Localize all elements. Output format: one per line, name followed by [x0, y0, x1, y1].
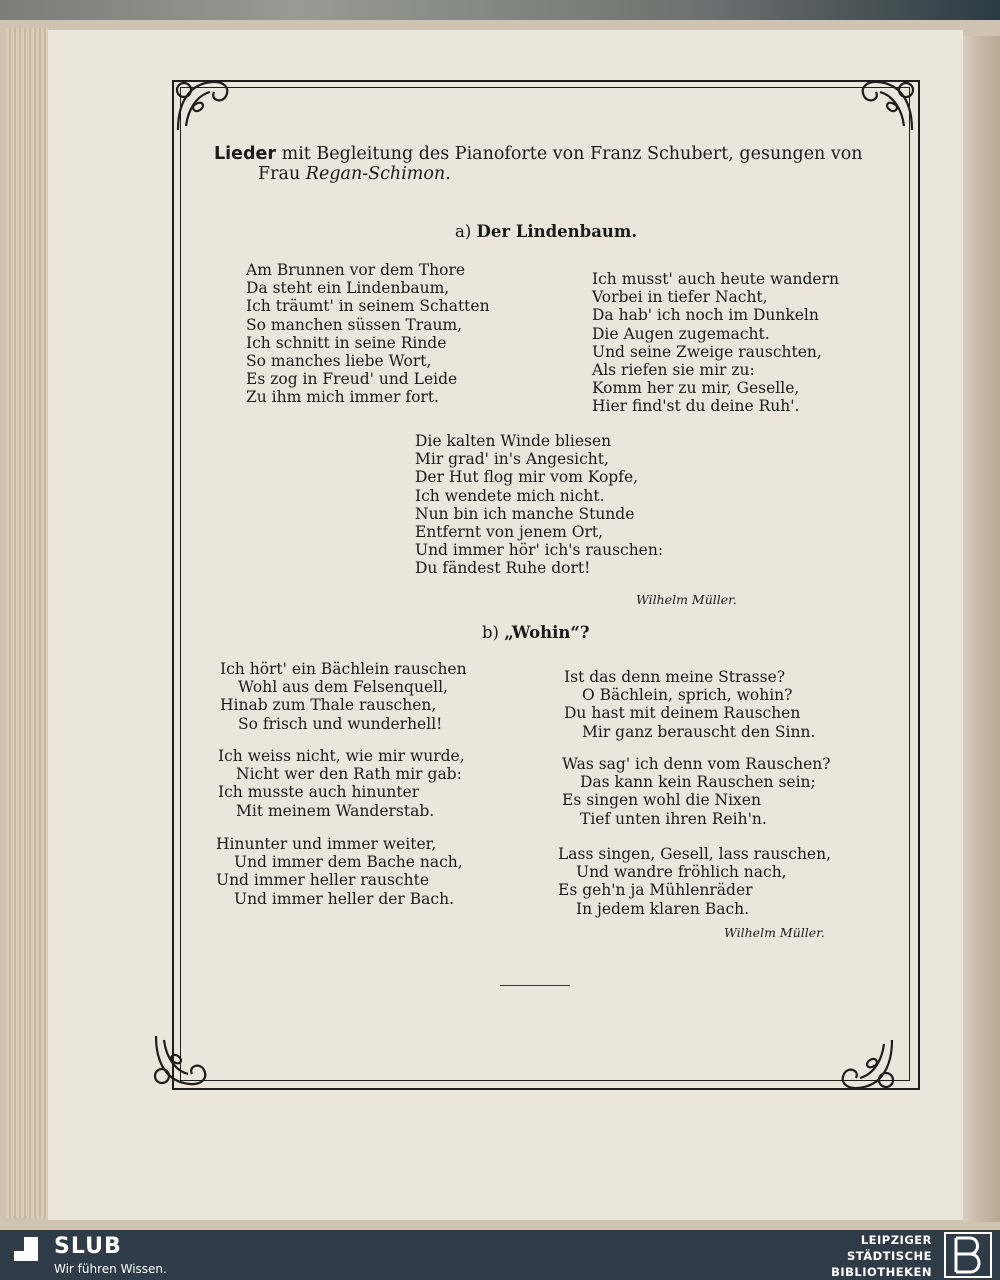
verse-line: Es zog in Freud' und Leide [246, 370, 458, 389]
verse-line: Was sag' ich denn vom Rauschen? [562, 755, 831, 773]
verse-line: Nun bin ich manche Stunde [415, 504, 635, 523]
verse-line: Da hab' ich noch im Dunkeln [592, 306, 819, 325]
verse-line: Ich schnitt in seine Rinde [246, 333, 447, 352]
verse-line: Zu ihm mich immer fort. [246, 388, 439, 407]
verse-line: Und immer heller der Bach. [234, 889, 454, 908]
verse-line: Am Brunnen vor dem Thore [246, 261, 466, 279]
corner-ornament-icon [856, 74, 918, 136]
verse-line: Vorbei in tiefer Nacht, [592, 288, 768, 307]
verse-line: Ich wendete mich nicht. [415, 486, 605, 505]
verse-line: Hinunter und immer weiter, [216, 835, 437, 853]
program-intro [214, 144, 863, 184]
verse-line: Ich weiss nicht, wie mir wurde, [218, 747, 465, 765]
song-b-left-stanza-3 [216, 835, 463, 908]
verse-line: Du fändest Ruhe dort! [415, 559, 591, 578]
verse-line: Und immer hör' ich's rauschen: [415, 541, 664, 560]
verse-line: Das kann kein Rauschen sein; [580, 773, 816, 792]
verse-line: Als riefen sie mir zu: [592, 360, 755, 379]
song-b-right-stanza-1 [564, 668, 815, 741]
verse-line: Lass singen, Gesell, lass rauschen, [558, 845, 832, 863]
verse-line: Und immer heller rauschte [216, 871, 429, 890]
verse-line: Mir grad' in's Angesicht, [415, 450, 609, 469]
page-edges-right [963, 36, 1000, 1222]
corner-ornament-icon [836, 1034, 898, 1096]
song-a-stanza-3 [415, 432, 663, 578]
library-logo-icon [944, 1232, 992, 1278]
song-a-title-text: Der Lindenbaum. [476, 222, 638, 241]
verse-line: In jedem klaren Bach. [576, 899, 750, 918]
verse-line: Und wandre fröhlich nach, [576, 863, 787, 882]
verse-line: Ich hört' ein Bächlein rauschen [220, 660, 467, 678]
library-name-line-3: BIBLIOTHEKEN [831, 1265, 932, 1279]
verse-line: Ich musste auch hinunter [218, 783, 420, 802]
separator-rule [500, 985, 570, 986]
intro-singer: Regan-Schimon. [305, 164, 451, 184]
verse-line: Da steht ein Lindenbaum, [246, 279, 450, 298]
verse-line: Hinab zum Thale rauschen, [220, 696, 437, 715]
verse-line: Nicht wer den Rath mir gab: [236, 765, 462, 784]
verse-line: Entfernt von jenem Ort, [415, 522, 604, 541]
verse-line: Und immer dem Bache nach, [234, 853, 463, 872]
song-b-left-stanza-2 [218, 747, 465, 820]
corner-ornament-icon [172, 74, 234, 136]
song-a-author: Wilhelm Müller. [636, 592, 737, 607]
corner-ornament-icon [150, 1030, 212, 1092]
verse-line: O Bächlein, sprich, wohin? [582, 686, 793, 705]
slub-logo-icon [14, 1237, 38, 1261]
verse-line: So frisch und wunderhell! [238, 714, 443, 733]
intro-lead: Lieder [214, 144, 277, 164]
verse-line: Ist das denn meine Strasse? [564, 668, 786, 686]
verse-line: Wohl aus dem Felsenquell, [238, 678, 448, 697]
song-b-title-text: „Wohin“? [504, 623, 590, 642]
verse-line: Tief unten ihren Reih'n. [580, 809, 767, 828]
verse-line: Der Hut flog mir vom Kopfe, [415, 468, 639, 487]
verse-line: Und seine Zweige rauschten, [592, 342, 822, 361]
intro-line2-prefix: Frau [258, 164, 306, 184]
song-a-number: a) [455, 222, 472, 241]
song-b-right-stanza-2 [562, 755, 831, 828]
song-b-left-stanza-1 [220, 660, 467, 733]
slub-tagline: Wir führen Wissen. [54, 1262, 167, 1276]
page-edges-left [6, 28, 50, 1218]
library-name-line-2: STÄDTISCHE [846, 1249, 932, 1263]
verse-line: Die kalten Winde bliesen [415, 432, 612, 450]
verse-line: Du hast mit deinem Rauschen [564, 704, 801, 723]
verse-line: Mit meinem Wanderstab. [236, 801, 435, 820]
slub-brand: SLUB [54, 1234, 122, 1259]
song-b-title [482, 623, 590, 642]
library-name-line-1: LEIPZIGER [860, 1233, 932, 1247]
song-b-right-stanza-3 [558, 845, 831, 918]
song-b-author: Wilhelm Müller. [724, 925, 825, 940]
verse-line: Es geh'n ja Mühlenräder [558, 881, 753, 900]
song-b-number: b) [482, 623, 499, 642]
verse-line: Mir ganz berauscht den Sinn. [582, 722, 816, 741]
verse-line: Ich träumt' in seinem Schatten [246, 297, 490, 316]
verse-line: So manches liebe Wort, [246, 351, 432, 370]
verse-line: Hier find'st du deine Ruh'. [592, 397, 800, 416]
verse-line: Es singen wohl die Nixen [562, 791, 761, 810]
song-a-title [455, 222, 637, 241]
verse-line: Ich musst' auch heute wandern [592, 270, 839, 288]
verse-line: So manchen süssen Traum, [246, 315, 463, 334]
song-a-stanza-2 [592, 270, 839, 416]
song-a-stanza-1 [246, 261, 490, 407]
verse-line: Die Augen zugemacht. [592, 324, 770, 343]
intro-text: mit Begleitung des Pianoforte von Franz Schubert, gesungen von [276, 144, 863, 164]
verse-line: Komm her zu mir, Geselle, [592, 379, 800, 398]
